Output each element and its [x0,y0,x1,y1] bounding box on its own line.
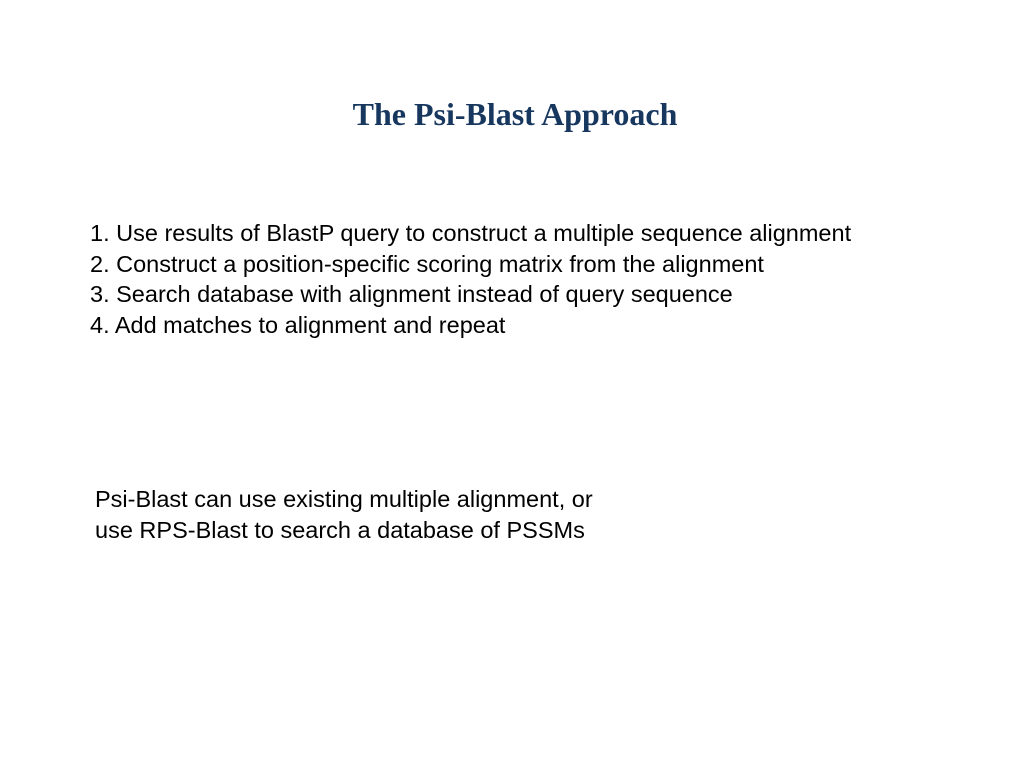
slide-title: The Psi-Blast Approach [352,96,678,132]
step-item: 2. Construct a position-specific scoring matrix from the alignment [90,250,764,277]
note-paragraph [95,484,593,546]
note-line: Psi-Blast can use existing multiple alignment, or [95,486,593,512]
step-item: 3. Search database with alignment instead of query sequence [90,281,733,308]
step-item: 4. Add matches to alignment and repeat [90,312,506,339]
step-item: 1. Use results of BlastP query to construct a multiple sequence alignment [90,220,852,246]
steps-list [90,218,851,341]
note-line: use RPS-Blast to search a database of PSSMs [95,517,585,543]
